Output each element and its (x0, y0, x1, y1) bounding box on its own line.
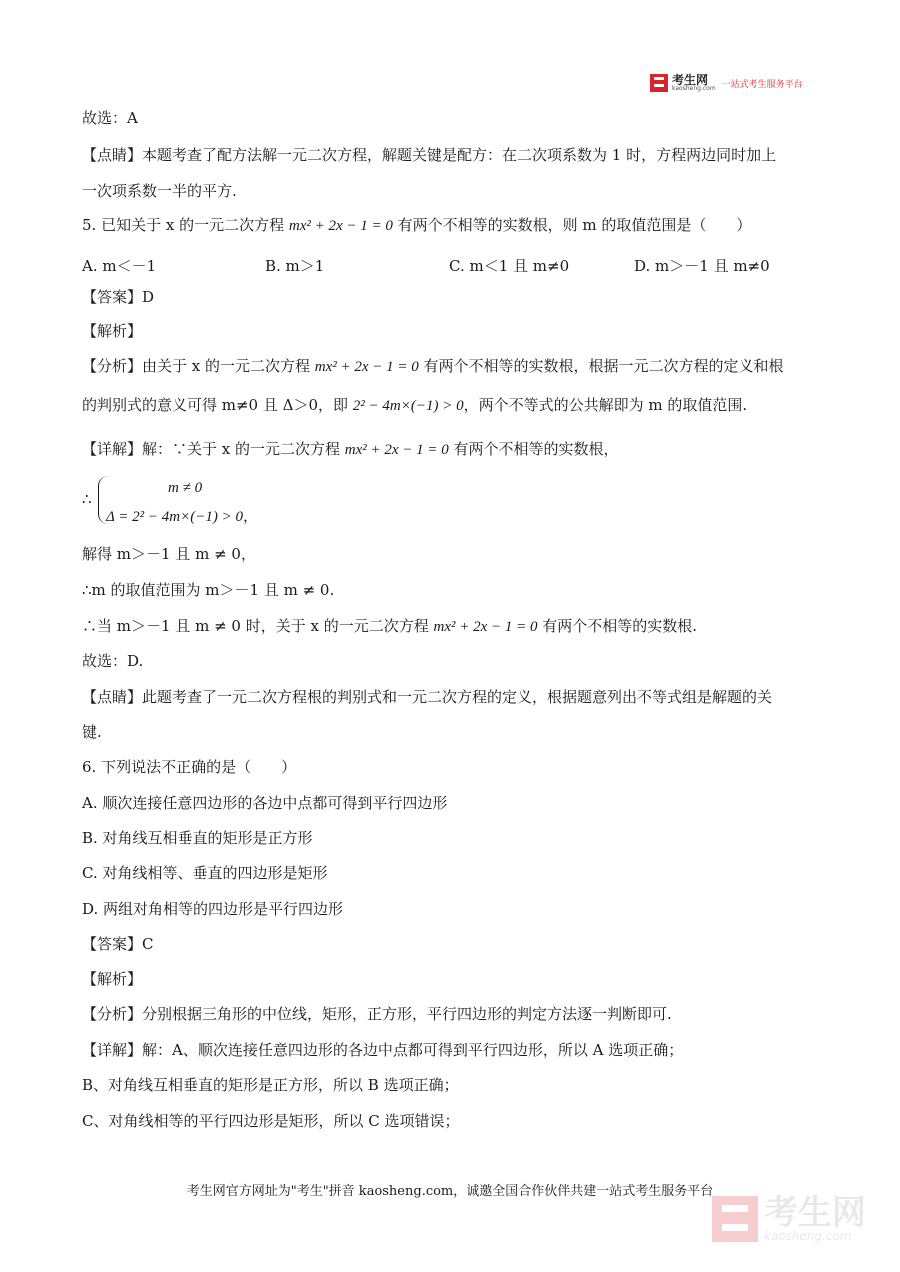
remark-line-2: 一次项系数一半的平方. (82, 182, 237, 200)
solve-line: 解得 m＞－1 且 m ≠ 0， (82, 545, 256, 563)
range-line: ∴m 的取值范围为 m＞－1 且 m ≠ 0. (82, 581, 335, 599)
logo-name: 考生网 (672, 73, 709, 87)
question-6-option-b: B. 对角线互相垂直的矩形是正方形 (82, 829, 313, 847)
detail-line-1: 【详解】解：∵关于 x 的一元二次方程 mx² + 2x − 1 = 0 有两个不相等的实数根， (82, 440, 619, 458)
detail-q6-line-1: 【详解】解：A、顺次连接任意四边形的各边中点都可得到平行四边形，所以 A 选项正确； (82, 1041, 684, 1059)
remark-q5-line-2: 键. (82, 723, 102, 741)
therefore-symbol: ∴ (82, 490, 92, 508)
watermark (712, 1193, 866, 1243)
system-row-1: m ≠ 0 (168, 480, 203, 496)
remark-line-1: 【点睛】本题考查了配方法解一元二次方程，解题关键是配方：在二次项系数为 1 时，方程两边同时加上 (82, 146, 777, 164)
question-6-option-c: C. 对角线相等、垂直的四边形是矩形 (82, 864, 328, 882)
question-5-option-c: C. m＜1 且 m≠0 (449, 257, 570, 275)
question-5-option-a: A. m＜－1 (82, 257, 157, 275)
analysis-label-q6: 【解析】 (82, 970, 143, 988)
question-5-option-d: D. m＞－1 且 m≠0 (634, 257, 770, 275)
system-row-2: Δ = 2² − 4m×(−1) > 0， (106, 507, 258, 525)
logo-domain: kaosheng.com (672, 85, 716, 92)
question-5-stem: 5. 已知关于 x 的一元二次方程 mx² + 2x − 1 = 0 有两个不相等的实数根，则 m 的取值范围是（ ） (82, 216, 752, 234)
choice-d-line: 故选：D. (82, 652, 144, 670)
analysis-line-1: 【分析】由关于 x 的一元二次方程 mx² + 2x − 1 = 0 有两个不相等的实数根，根据一元二次方程的定义和根 (82, 357, 784, 375)
analysis-label: 【解析】 (82, 322, 143, 340)
header-logo (650, 74, 803, 92)
kaosheng-logo-icon (650, 74, 668, 92)
watermark-logo-icon (712, 1196, 758, 1242)
detail-q6-line-3: C、对角线相等的平行四边形是矩形，所以 C 选项错误； (82, 1112, 460, 1130)
analysis-line-2: 的判别式的意义可得 m≠0 且 Δ＞0，即 2² − 4m×(−1) > 0，两个不等式的公共解即为 m 的取值范围. (82, 396, 748, 414)
question-6-option-a: A. 顺次连接任意四边形的各边中点都可得到平行四边形 (82, 794, 448, 812)
answer-choice-line: 故选：A (82, 109, 138, 127)
remark-q5-line-1: 【点睛】此题考查了一元二次方程根的判别式和一元二次方程的定义，根据题意列出不等式组是解题的关 (82, 688, 773, 706)
analysis-q6: 【分析】分别根据三角形的中位线，矩形，正方形，平行四边形的判定方法逐一判断即可. (82, 1005, 672, 1023)
answer-label: 【答案】D (82, 288, 155, 306)
watermark-domain: kaosheng.com (764, 1229, 852, 1243)
detail-q6-line-2: B、对角线互相垂直的矩形是正方形，所以 B 选项正确； (82, 1076, 459, 1094)
question-6-stem: 6. 下列说法不正确的是（ ） (82, 758, 297, 776)
header-slogan: 一站式考生服务平台 (721, 79, 803, 90)
question-5-option-b: B. m＞1 (265, 257, 325, 275)
conclusion-line: ∴当 m＞－1 且 m ≠ 0 时，关于 x 的一元二次方程 mx² + 2x − 1 = 0 有两个不相等的实数根. (82, 617, 698, 635)
answer-label-q6: 【答案】C (82, 935, 154, 953)
page-footer: 考生网官方网址为"考生"拼音 kaosheng.com，诚邀全国合作伙伴共建一站式考生服务平台 (186, 1184, 714, 1199)
question-5-equation: mx² + 2x − 1 = 0 (288, 218, 393, 234)
watermark-name: 考生网 (764, 1193, 866, 1233)
question-6-option-d: D. 两组对角相等的四边形是平行四边形 (82, 900, 344, 918)
